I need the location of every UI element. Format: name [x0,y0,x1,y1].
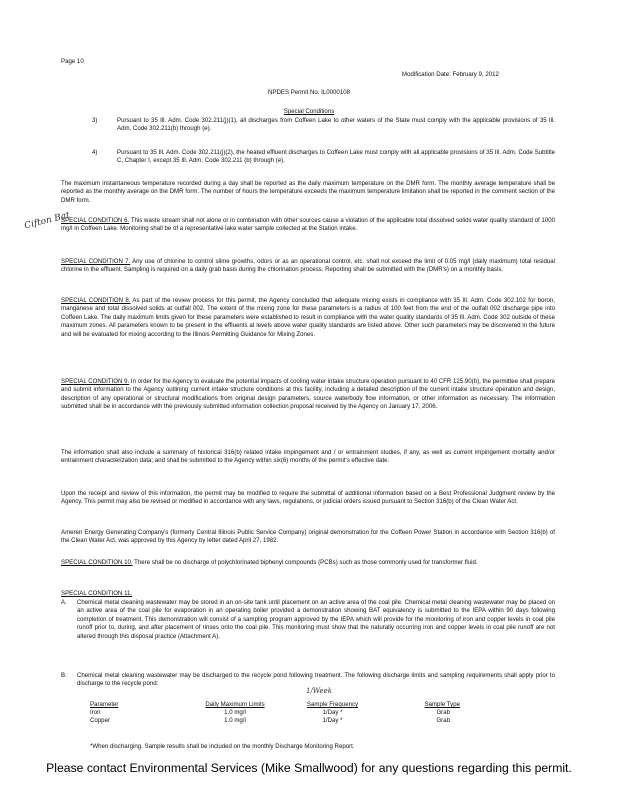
item-text: Pursuant to 35 Ill. Adm. Code 302.211(j)(1), all discharges from Coffeen Lake to other waters of the State must comply with the applicable provisions of 35 Ill. Adm. Code 302.211(b) through (e). [117,117,555,133]
special-condition-9 [61,378,555,412]
condition-text: This waste stream shall not alone or in combination with other sources cause a violation of the applicable total dissolved solids water quality standard of 1000 mg/l in Coffeen Lake. Monitoring shall be of a representative lake water sample collected at the Station intake. [61,217,555,233]
condition-label: SPECIAL CONDITION 10. [61,559,133,566]
table-cell: 1/Day * [322,717,343,724]
condition-label: SPECIAL CONDITION 8. [61,297,131,304]
special-condition-7 [61,258,555,275]
special-condition-8 [61,297,555,339]
ameren-paragraph: Ameren Energy Generating Company's (formerly Central Illinois Public Service Company) original demonstration for the Coffeen Power Station in accordance with Section 316(b) of the Clean Water Act, was approved by this Agency by letter dated April 27, 1982. [61,529,555,545]
condition-11-a-text: Chemical metal cleaning wastewater may be stored in an on-site tank until placement on an active area of the coal pile. Chemical metal cleaning wastewater may be placed on an active area of the coal pile for evaporation in an operating boiler provided a demonstration showing BAT equivalency is submitted to the IEPA within 90 days following completion of treatment. This demonstration will consist of a sampling program approved by the IEPA which will provide for the monitoring of iron and copper levels in coal pile runoff prior to, during, and after placement of rinses onto the coal pile. This monitoring must show that the naturally occurring iron and copper levels in coal pile runoff are not altered through this disposal practice (Attachment A). [77,599,555,640]
upon-receipt-paragraph: Upon the receipt and review of this information, the permit may be modified to require the submittal of additional information based on a Best Professional Judgment review by the Agency. This permit may also be revised or modified in accordance with any laws, regulations, or judicial orders issued pursuant to Section 316(b) of the Clean Water Act. [61,490,555,506]
table-cell: 1.0 mg/l [224,709,246,716]
column-header: Daily Maximum Limits [205,701,265,708]
discharge-limits-table [90,701,460,725]
table-cell: Copper [90,717,110,724]
table-row [90,709,460,717]
table-cell: 1.0 mg/l [224,717,246,724]
table-row [90,717,460,725]
special-condition-11-label: SPECIAL CONDITION 11. [61,590,133,597]
max-temperature-paragraph: The maximum instantaneous temperature recorded during a day shall be reported as the daily maximum temperature on the DMR form. The monthly average temperature shall be reported as the monthly average on the DMR form. The number of hours the temperature exceeds the maximum temperature limitation shall be reported in the comment section of the DMR form. [61,180,555,204]
condition-text: Any use of chlorine to control slime growths, odors or as an operational control, etc. shall not exceed the limit of 0.05 mg/l (daily maximum) total residual chlorine in the effluent. Sampling is required on a daily grab basis during the chlorination process. Reporting shall be submitted with the (DMR's) on a monthly basis. [61,258,555,274]
condition-text: There shall be no discharge of polychlorinated biphenyl compounds (PCBs) such as those commonly used for transformer fluid. [132,559,478,566]
special-condition-6 [61,217,555,234]
table-footnote: *When discharging. Sample results shall be included on the monthly Discharge Monitoring Report. [90,743,355,750]
sub-item-letter: B. [61,672,67,679]
item-text: Pursuant to 35 Ill. Adm. Code 302.211(j)(2), the heated effluent discharges to Coffeen Lake must comply with all applicable provisions of 35 Ill. Adm. Code Subtitle C, Chapter I, except 35 Ill. Adm. Code 302.211 (b) through (e). [117,149,555,165]
contact-footer: Please contact Environmental Services (Mike Smallwood) for any questions regarding this permit. [46,761,572,775]
handwritten-frequency-note: 1/Week [306,687,332,695]
table-cell: 1/Day * [322,709,343,716]
condition-text: In order for the Agency to evaluate the potential impacts of cooling water intake structure operation pursuant to 40 CFR 125.90(b), the permittee shall prepare and submit information to the Agency outlining current intake structure conditions at this facility, including a detailed description of the current intake structure operation and design, description of any operational or structural modifications from original design parameters, source waterbody flow information, or other information as necessary. The information submitted shall be in accordance with the previously submitted information collection proposal received by the Agency on January 17, 2006. [61,378,555,411]
condition-label: SPECIAL CONDITION 6. [61,217,130,224]
column-header: Sample Type [424,701,460,708]
table-cell: Iron [90,709,101,716]
condition-11-b-text: Chemical metal cleaning wastewater may be discharged to the recycle pond following treatment. The following discharge limits and sampling requirements shall apply prior to discharge to the recycle pond: [77,672,555,688]
permit-number: NPDES Permit No. IL0000108 [268,89,350,96]
condition-text: As part of the review process for this permit, the Agency concluded that adequate mixing exists in compliance with 35 Ill. Adm. Code 302.102 for boron, manganese and total dissolved solids at outfall 002. The extent of the mixing zone for these parameters is a radius of 100 feet from the end of the outfall 002 discharge pipe into Coffeen Lake. The daily maximum limits given for these parameters were established to result in compliance with the water quality standards of 35 Ill. Adm. Code 302 outside of these maximum zones. All parameters known to be present in the effluents at levels above water quality standards are listed above. Other such parameters may be discovered in the future and will be evaluated for mixing according to the Illinois Permitting Guidance for Mixing Zones. [61,297,555,338]
sub-item-letter: A. [61,599,67,606]
table-cell: Grab [436,717,450,724]
condition-label: SPECIAL CONDITION 9. [61,378,130,385]
special-conditions-title: Special Conditions [283,108,335,115]
page-number: Page 10 [61,58,84,65]
information-paragraph: The information shall also include a summary of historical 316(b) related intake impingement and / or entrainment studies, if any, as well as current impingement mortality and/or entrainment characterization data; and shall be submitted to the Agency within six(6) months of the permit's effective date. [61,449,555,465]
item-number: 4) [92,149,98,156]
modification-date: Modification Date: February 9, 2012 [402,71,499,78]
column-header: Sample Frequency [306,701,359,708]
special-condition-10 [61,559,555,567]
table-cell: Grab [436,709,450,716]
table-header-row [90,701,460,709]
handwritten-margin-note: Cifton Bat [23,210,71,232]
column-header: Parameter [90,701,119,708]
condition-label: SPECIAL CONDITION 7. [61,258,131,265]
item-number: 3) [92,117,98,124]
